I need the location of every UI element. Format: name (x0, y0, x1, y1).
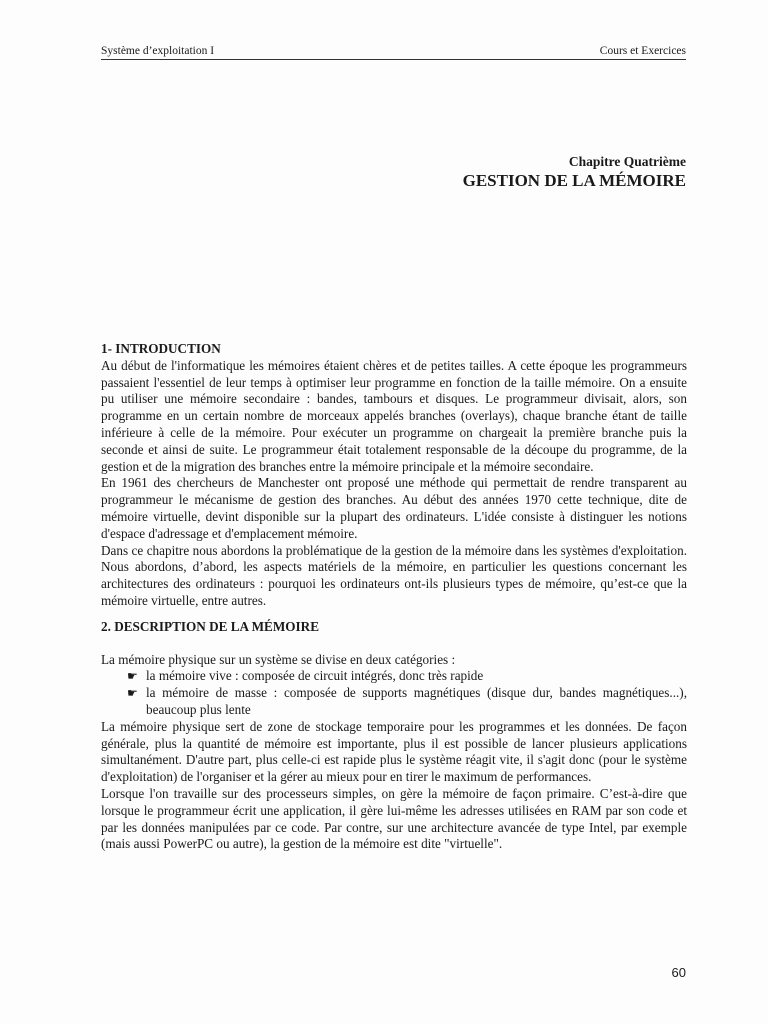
paragraph: Lorsque l'on travaille sur des processeurs simples, on gère la mémoire de façon primaire. C’est-à-dire que lorsque le programmeur écrit une application, il gère lui-même les adresses utilisées en RAM par son code et par les données manipulées par ce code. Par contre, sur une architecture avancée de type Intel, par exemple (mais aussi PowerPC ou autre), la gestion de la mémoire est dite "virtuelle". (101, 785, 687, 852)
chapter-title: GESTION DE LA MÉMOIRE (462, 171, 686, 190)
section-heading-introduction: 1- INTRODUCTION (101, 341, 221, 356)
paragraph: En 1961 des chercheurs de Manchester ont proposé une méthode qui permettait de rendre transparent au programmeur le mécanisme de gestion des branches. Au début des années 1970 cette technique, dite de mémoire virtuelle, devint disponible sur la plupart des ordinateurs. L'idée consiste à distinguer les notions d'espace d'adressage et d'emplacement mémoire. (101, 475, 687, 541)
list-item-text: la mémoire vive : composée de circuit intégrés, donc très rapide (146, 668, 484, 684)
keyboard-hand-icon: ☛ (127, 669, 138, 684)
header-course-title: Système d’exploitation I (101, 45, 215, 57)
paragraph: Au début de l'informatique les mémoires étaient chères et de petites tailles. A cette époque les programmeurs passaient l'essentiel de leur temps à optimiser leur programme en fonction de la taille mémoire. On a ensuite pu utiliser une mémoire secondaire : bandes, tambours et disques. Le programmeur divisait, alors, son programme en un certain nombre de morceaux appelés branches (overlays), chaque branche étant de taille inférieure à celle de la mémoire. Pour exécuter un programme on chargeait la première branche puis la seconde et ainsi de suite. Le programmeur était totalement responsable de la découpe du programme, de la gestion et de la migration des branches entre la mémoire principale et la mémoire secondaire. (101, 357, 687, 474)
document-body (101, 341, 687, 853)
list-item (127, 668, 687, 685)
list-item (127, 685, 687, 719)
page-number: 60 (671, 965, 686, 980)
section-heading-memory-description: 2. DESCRIPTION DE LA MÉMOIRE (101, 618, 319, 634)
chapter-label: Chapitre Quatrième (568, 154, 686, 169)
paragraph: La mémoire physique sert de zone de stockage temporaire pour les programmes et les données. De façon générale, plus la quantité de mémoire est importante, plus il est possible de lancer plusieurs applications simultanément. D'autre part, plus celle-ci est rapide plus le système réagit vite, il s'agit donc (pour le système d'exploitation) de l'organiser et la gérer au mieux pour en tirer le maximum de performances. (101, 718, 687, 785)
paragraph: La mémoire physique sur un système se divise en deux catégories : (101, 651, 456, 667)
list-item-text: la mémoire de masse : composée de supports magnétiques (disque dur, bandes magnétiques...), beaucoup plus lente (146, 685, 687, 717)
page-header (101, 44, 686, 60)
chapter-heading (463, 154, 686, 192)
header-course-type: Cours et Exercices (599, 45, 686, 57)
keyboard-hand-icon: ☛ (127, 686, 138, 701)
memory-types-list (101, 668, 687, 718)
paragraph: Dans ce chapitre nous abordons la problématique de la gestion de la mémoire dans les systèmes d'exploitation. Nous abordons, d’abord, les aspects matériels de la mémoire, en particulier les questions concernant les architectures des ordinateurs : pourquoi les ordinateurs ont-ils plusieurs types de mémoire, qu’est-ce que la mémoire virtuelle, entre autres. (101, 542, 687, 608)
